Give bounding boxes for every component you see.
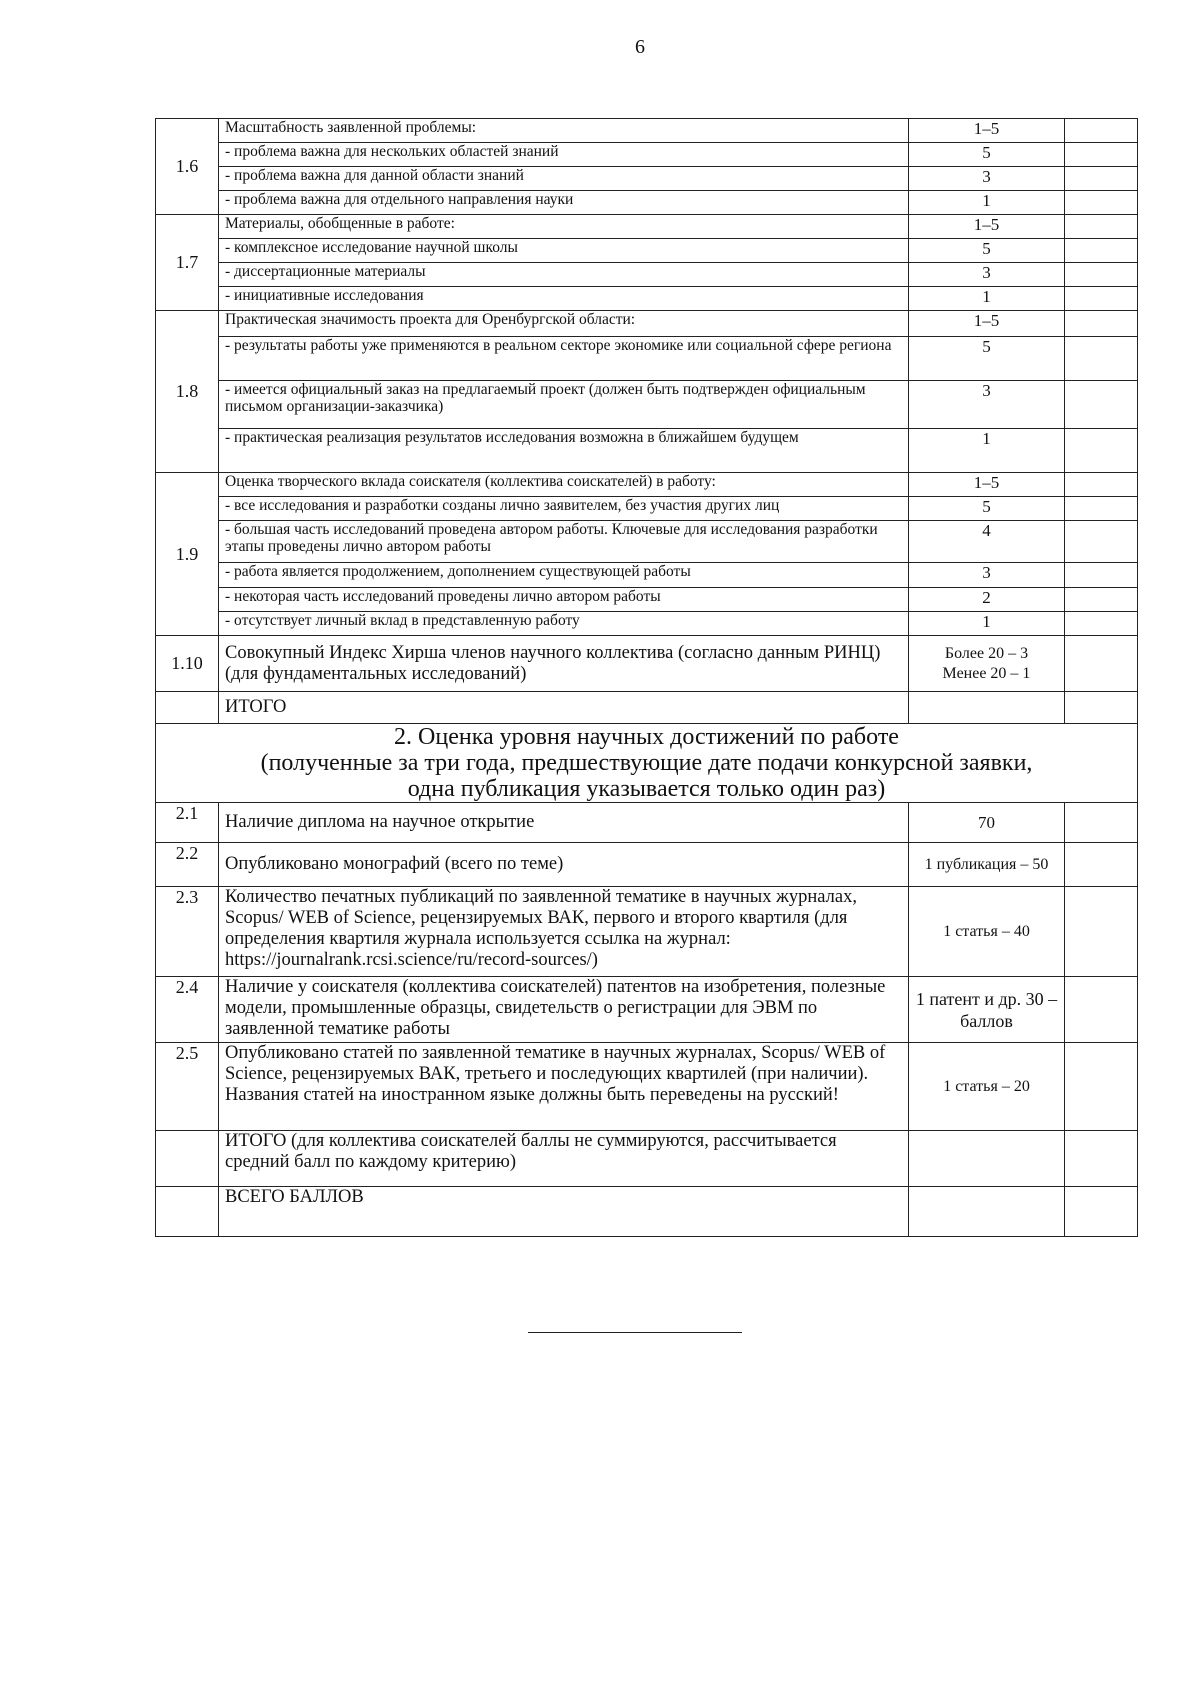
blank-cell <box>1065 167 1138 191</box>
criterion-number: 2.1 <box>156 803 219 843</box>
criterion-score: 1 патент и др. 30 – баллов <box>909 977 1065 1043</box>
closing-rule <box>528 1332 742 1333</box>
score-line: Менее 20 – 1 <box>942 664 1031 682</box>
blank-cell <box>1065 1131 1138 1187</box>
criterion-score: 3 <box>909 263 1065 287</box>
total-label: ИТОГО (для коллектива соискателей баллы не суммируются, рассчитывается средний балл по каждому критерию) <box>219 1131 909 1187</box>
table-row <box>156 143 1138 167</box>
criteria-table <box>155 118 1138 1237</box>
table-row <box>156 612 1138 636</box>
table-row <box>156 724 1138 803</box>
table-row <box>156 588 1138 612</box>
table-row <box>156 119 1138 143</box>
table-row <box>156 337 1138 381</box>
blank-cell <box>1065 521 1138 563</box>
blank-cell <box>1065 636 1138 692</box>
criterion-text: - результаты работы уже применяются в реальном секторе экономике или социальной сфере региона <box>219 337 909 381</box>
blank-cell <box>156 1187 219 1237</box>
criterion-score: 5 <box>909 239 1065 263</box>
table-row <box>156 311 1138 337</box>
table-row <box>156 803 1138 843</box>
criterion-text: - большая часть исследований проведена автором работы. Ключевые для исследования разработки этапы проведены лично автором работы <box>219 521 909 563</box>
table-row <box>156 263 1138 287</box>
criterion-number: 2.5 <box>156 1043 219 1131</box>
criterion-number: 1.6 <box>156 119 219 215</box>
blank-cell <box>1065 119 1138 143</box>
criterion-text: - все исследования и разработки созданы лично заявителем, без участия других лиц <box>219 497 909 521</box>
blank-cell <box>909 692 1065 724</box>
criterion-score: 1–5 <box>909 119 1065 143</box>
criterion-score: 1–5 <box>909 215 1065 239</box>
table-row <box>156 521 1138 563</box>
blank-cell <box>1065 215 1138 239</box>
blank-cell <box>1065 497 1138 521</box>
table-row <box>156 692 1138 724</box>
score-line: Более 20 – 3 <box>944 644 1029 662</box>
blank-cell <box>1065 843 1138 887</box>
criterion-number: 2.2 <box>156 843 219 887</box>
page-number: 6 <box>635 36 645 58</box>
criterion-text: Материалы, обобщенные в работе: <box>219 215 909 239</box>
table-row <box>156 1131 1138 1187</box>
criterion-text: Оценка творческого вклада соискателя (коллектива соискателей) в работу: <box>219 473 909 497</box>
blank-cell <box>1065 263 1138 287</box>
section-heading-line: одна публикация указывается только один раз) <box>407 776 886 802</box>
section-heading <box>156 724 1138 803</box>
blank-cell <box>1065 1043 1138 1131</box>
table-row <box>156 1043 1138 1131</box>
criterion-text: - работа является продолжением, дополнением существующей работы <box>219 563 909 588</box>
criterion-number: 2.3 <box>156 887 219 977</box>
criterion-score: 3 <box>909 381 1065 429</box>
blank-cell <box>1065 239 1138 263</box>
criterion-number: 1.9 <box>156 473 219 636</box>
criterion-number: 2.4 <box>156 977 219 1043</box>
criterion-score: 70 <box>909 803 1065 843</box>
criterion-score: 1 статья – 20 <box>909 1043 1065 1131</box>
blank-cell <box>1065 311 1138 337</box>
criterion-score <box>909 636 1065 692</box>
criterion-score: 1 <box>909 287 1065 311</box>
criterion-score: 5 <box>909 337 1065 381</box>
blank-cell <box>1065 143 1138 167</box>
criterion-text: Наличие диплома на научное открытие <box>219 803 909 843</box>
blank-cell <box>1065 977 1138 1043</box>
blank-cell <box>1065 337 1138 381</box>
table-row <box>156 1187 1138 1237</box>
criterion-score: 1 публикация – 50 <box>909 843 1065 887</box>
grand-total-label: ВСЕГО БАЛЛОВ <box>219 1187 909 1237</box>
table-row <box>156 563 1138 588</box>
blank-cell <box>1065 563 1138 588</box>
criterion-score: 1–5 <box>909 473 1065 497</box>
blank-cell <box>1065 692 1138 724</box>
blank-cell <box>156 692 219 724</box>
criterion-score: 1 <box>909 191 1065 215</box>
criterion-text: - некоторая часть исследований проведены лично автором работы <box>219 588 909 612</box>
criterion-score: 1–5 <box>909 311 1065 337</box>
table-row <box>156 843 1138 887</box>
criterion-text: - инициативные исследования <box>219 287 909 311</box>
criterion-score: 4 <box>909 521 1065 563</box>
blank-cell <box>1065 429 1138 473</box>
criterion-score: 5 <box>909 497 1065 521</box>
criterion-score: 5 <box>909 143 1065 167</box>
criterion-text: - проблема важна для нескольких областей знаний <box>219 143 909 167</box>
blank-cell <box>1065 1187 1138 1237</box>
criterion-text: - отсутствует личный вклад в представленную работу <box>219 612 909 636</box>
criterion-score: 3 <box>909 167 1065 191</box>
blank-cell <box>156 1131 219 1187</box>
table-row <box>156 381 1138 429</box>
table-row <box>156 215 1138 239</box>
table-row <box>156 287 1138 311</box>
table-row <box>156 497 1138 521</box>
blank-cell <box>1065 381 1138 429</box>
criterion-number: 1.7 <box>156 215 219 311</box>
table-row <box>156 887 1138 977</box>
table-row <box>156 167 1138 191</box>
blank-cell <box>909 1187 1065 1237</box>
criterion-text: Наличие у соискателя (коллектива соискателей) патентов на изобретения, полезные модели, промышленные образцы, свидетельств о регистрации для ЭВМ по заявленной тематике работы <box>219 977 909 1043</box>
criterion-number: 1.10 <box>156 636 219 692</box>
blank-cell <box>1065 287 1138 311</box>
criterion-score: 1 <box>909 612 1065 636</box>
section-heading-line: (полученные за три года, предшествующие дате подачи конкурсной заявки, <box>260 750 1033 776</box>
table-row <box>156 191 1138 215</box>
criterion-text: Практическая значимость проекта для Оренбургской области: <box>219 311 909 337</box>
criterion-text: - имеется официальный заказ на предлагаемый проект (должен быть подтвержден официальным письмом организации-заказчика) <box>219 381 909 429</box>
blank-cell <box>1065 191 1138 215</box>
total-label: ИТОГО <box>219 692 909 724</box>
criterion-text: - комплексное исследование научной школы <box>219 239 909 263</box>
blank-cell <box>909 1131 1065 1187</box>
blank-cell <box>1065 887 1138 977</box>
table-row <box>156 636 1138 692</box>
criterion-text: - практическая реализация результатов исследования возможна в ближайшем будущем <box>219 429 909 473</box>
criterion-text: - проблема важна для отдельного направления науки <box>219 191 909 215</box>
blank-cell <box>1065 803 1138 843</box>
criterion-text: Масштабность заявленной проблемы: <box>219 119 909 143</box>
blank-cell <box>1065 588 1138 612</box>
criterion-score: 1 статья – 40 <box>909 887 1065 977</box>
blank-cell <box>1065 473 1138 497</box>
blank-cell <box>1065 612 1138 636</box>
criterion-score: 3 <box>909 563 1065 588</box>
criterion-score: 2 <box>909 588 1065 612</box>
criterion-text: Количество печатных публикаций по заявленной тематике в научных журналах, Scopus/ WEB of Science, рецензируемых ВАК, первого и второго квартиля (для определения квартиля журнала используется ссылка на журнал: https://journalrank.rcsi.science/ru/record-sources/) <box>219 887 909 977</box>
table-row <box>156 429 1138 473</box>
table-row <box>156 239 1138 263</box>
criterion-text: - проблема важна для данной области знаний <box>219 167 909 191</box>
table-row <box>156 473 1138 497</box>
criterion-text: - диссертационные материалы <box>219 263 909 287</box>
criterion-number: 1.8 <box>156 311 219 473</box>
criterion-text: Совокупный Индекс Хирша членов научного коллектива (согласно данным РИНЦ) (для фундаментальных исследований) <box>219 636 909 692</box>
criterion-score: 1 <box>909 429 1065 473</box>
criterion-text: Опубликовано статей по заявленной тематике в научных журналах, Scopus/ WEB of Science, рецензируемых ВАК, третьего и последующих квартилей (при наличии). Названия статей на иностранном языке должны быть переведены на русский! <box>219 1043 909 1131</box>
criterion-text: Опубликовано монографий (всего по теме) <box>219 843 909 887</box>
section-heading-line: 2. Оценка уровня научных достижений по работе <box>394 724 899 750</box>
table-row <box>156 977 1138 1043</box>
